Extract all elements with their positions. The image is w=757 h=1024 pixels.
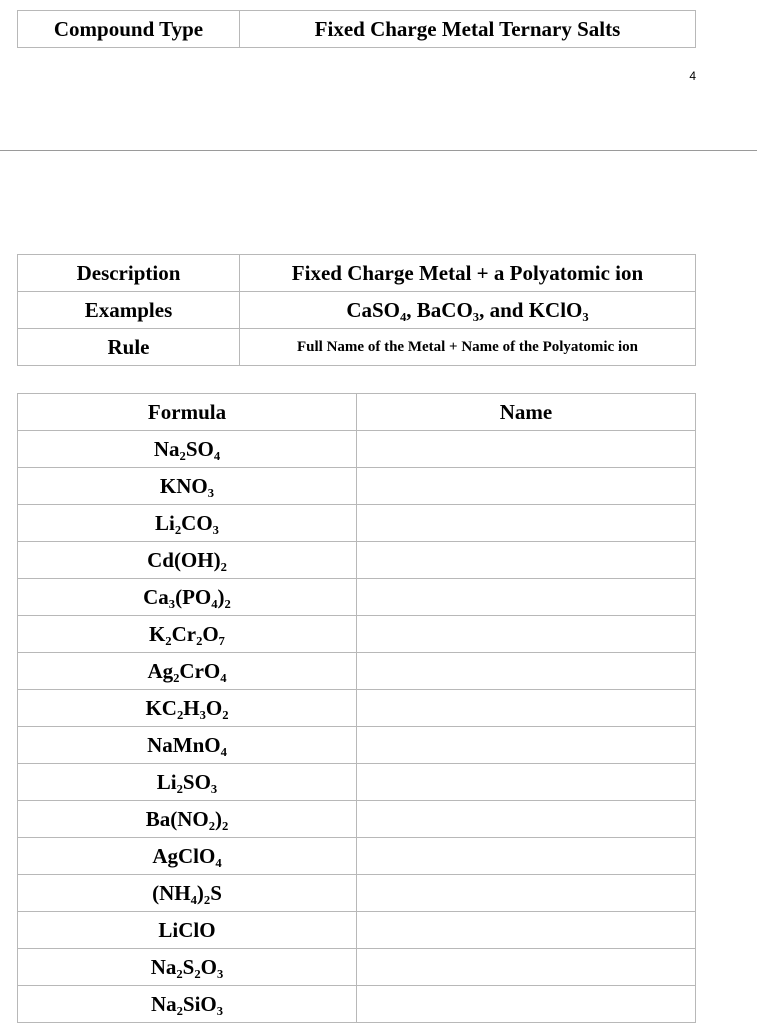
formula-header: Formula <box>18 394 357 431</box>
table-row <box>18 912 696 949</box>
name-cell[interactable] <box>357 838 696 875</box>
name-cell[interactable] <box>357 801 696 838</box>
formula-cell: KC₂H₃O₂ <box>18 690 357 727</box>
name-cell[interactable] <box>357 431 696 468</box>
compound-type-table <box>17 10 696 48</box>
name-cell[interactable] <box>357 579 696 616</box>
name-cell[interactable] <box>357 949 696 986</box>
name-cell[interactable] <box>357 468 696 505</box>
compound-type-row <box>18 11 696 48</box>
compound-type-value: Fixed Charge Metal Ternary Salts <box>240 11 696 48</box>
table-row <box>18 579 696 616</box>
rule-value: Full Name of the Metal + Name of the Polyatomic ion <box>240 329 696 366</box>
name-cell[interactable] <box>357 653 696 690</box>
formula-cell: LiClO <box>18 912 357 949</box>
formula-cell: NaMnO₄ <box>18 727 357 764</box>
table-row <box>18 542 696 579</box>
formula-cell: KNO₃ <box>18 468 357 505</box>
description-value: Fixed Charge Metal + a Polyatomic ion <box>240 255 696 292</box>
name-header: Name <box>357 394 696 431</box>
table-row <box>18 505 696 542</box>
name-cell[interactable] <box>357 986 696 1023</box>
formula-cell: Na₂SiO₃ <box>18 986 357 1023</box>
rule-row <box>18 329 696 366</box>
name-cell[interactable] <box>357 764 696 801</box>
formula-cell: Ba(NO₂)₂ <box>18 801 357 838</box>
name-cell[interactable] <box>357 690 696 727</box>
formula-cell: K₂Cr₂O₇ <box>18 616 357 653</box>
formula-table-header <box>18 394 696 431</box>
info-table <box>17 254 696 366</box>
formula-cell: AgClO₄ <box>18 838 357 875</box>
table-row <box>18 986 696 1023</box>
compound-type-label: Compound Type <box>18 11 240 48</box>
table-row <box>18 616 696 653</box>
table-row <box>18 949 696 986</box>
name-cell[interactable] <box>357 727 696 764</box>
table-row <box>18 431 696 468</box>
page-number: 4 <box>689 69 696 83</box>
table-row <box>18 727 696 764</box>
name-cell[interactable] <box>357 542 696 579</box>
table-row <box>18 690 696 727</box>
table-row <box>18 653 696 690</box>
examples-value: CaSO₄, BaCO₃, and KClO₃ <box>240 292 696 329</box>
name-cell[interactable] <box>357 875 696 912</box>
description-row <box>18 255 696 292</box>
name-cell[interactable] <box>357 505 696 542</box>
table-row <box>18 875 696 912</box>
table-row <box>18 838 696 875</box>
formula-cell: Li₂SO₃ <box>18 764 357 801</box>
rule-label: Rule <box>18 329 240 366</box>
description-label: Description <box>18 255 240 292</box>
formula-cell: Li₂CO₃ <box>18 505 357 542</box>
formula-cell: Na₂S₂O₃ <box>18 949 357 986</box>
formula-cell: Ag₂CrO₄ <box>18 653 357 690</box>
table-row <box>18 764 696 801</box>
formula-cell: Ca₃(PO₄)₂ <box>18 579 357 616</box>
examples-row <box>18 292 696 329</box>
formula-cell: Na₂SO₄ <box>18 431 357 468</box>
name-cell[interactable] <box>357 912 696 949</box>
formula-cell: (NH₄)₂S <box>18 875 357 912</box>
examples-label: Examples <box>18 292 240 329</box>
table-row <box>18 801 696 838</box>
formula-cell: Cd(OH)₂ <box>18 542 357 579</box>
name-cell[interactable] <box>357 616 696 653</box>
table-row <box>18 468 696 505</box>
page-divider <box>0 150 757 151</box>
formula-table <box>17 393 696 1023</box>
